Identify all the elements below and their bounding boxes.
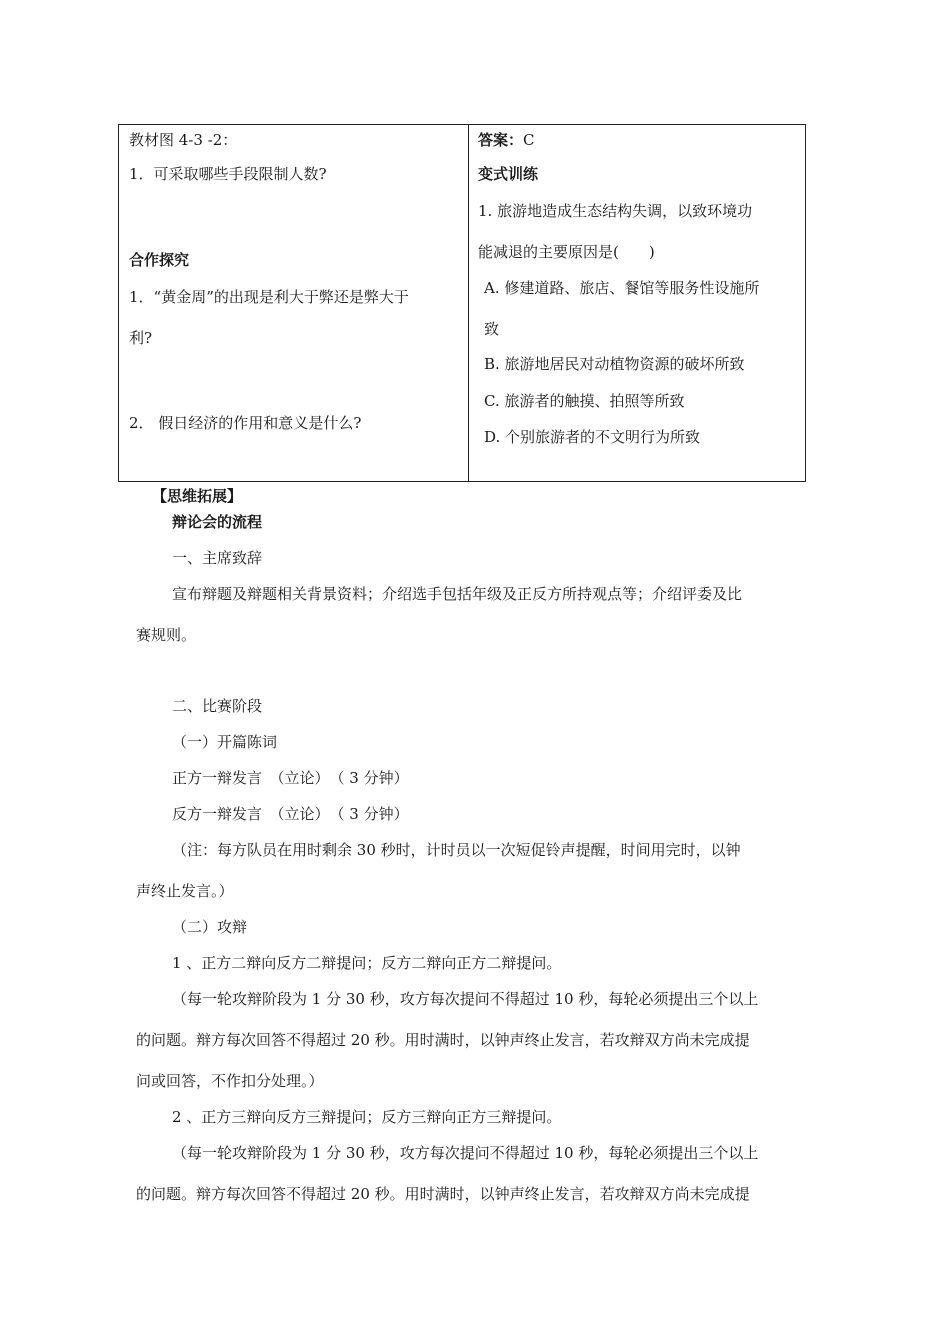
- coop-question-2: 2． 假日经济的作用和意义是什么?: [129, 414, 362, 432]
- variant-training-heading: 变式训练: [478, 165, 539, 183]
- section-1-body-line1: 宣布辩题及辩题相关背景资料；介绍选手包括年级及正反方所持观点等；介绍评委及比: [172, 585, 743, 603]
- coop-question-1-line1: 1．“黄金周”的出现是利大于弊还是弊大于: [129, 288, 409, 306]
- section-1-body-line2: 赛规则。: [136, 626, 197, 644]
- round-1-note-line2: 的问题。辩方每次回答不得超过 20 秒。用时满时，以钟声终止发言，若攻辩双方尚未完成提: [136, 1031, 750, 1049]
- round-1: 1 、正方二辩向反方二辩提问；反方二辩向正方二辩提问。: [172, 954, 562, 972]
- extension-heading: 【思维拓展】: [152, 487, 243, 505]
- option-a-line2: 致: [484, 320, 500, 338]
- round-1-note-line1: （每一轮攻辩阶段为 1 分 30 秒，攻方每次提问不得超过 10 秒，每轮必须提出三个以上: [172, 990, 759, 1008]
- timing-note-line2: 声终止发言。）: [136, 882, 234, 900]
- question-limit-people: 1．可采取哪些手段限制人数?: [129, 165, 327, 183]
- answer-line: [478, 130, 535, 150]
- exercise-table: [118, 124, 806, 482]
- round-2-note-line1: （每一轮攻辩阶段为 1 分 30 秒，攻方每次提问不得超过 10 秒，每轮必须提出三个以上: [172, 1144, 759, 1162]
- round-1-note-line3: 问或回答，不作扣分处理。）: [136, 1072, 324, 1090]
- answer-value: C: [523, 131, 535, 149]
- variant-question-line2: 能减退的主要原因是( ): [478, 243, 655, 261]
- option-c: C. 旅游者的触摸、拍照等所致: [484, 392, 685, 410]
- debate-title: 辩论会的流程: [172, 513, 263, 531]
- option-a-line1: A. 修建道路、旅店、餐馆等服务性设施所: [484, 279, 760, 297]
- section-2-heading: 二、比赛阶段: [172, 697, 263, 715]
- section-1-heading: 一、主席致辞: [172, 549, 263, 567]
- timing-note-line1: （注：每方队员在用时剩余 30 秒时，计时员以一次短促铃声提醒，时间用完时，以钟: [172, 841, 741, 859]
- round-2-note-line2: 的问题。辩方每次回答不得超过 20 秒。用时满时，以钟声终止发言，若攻辩双方尚未完成提: [136, 1185, 750, 1203]
- figure-reference: 教材图 4-3 -2：: [129, 131, 238, 149]
- con-first-speaker: 反方一辩发言 （立论） （ 3 分钟）: [172, 805, 409, 823]
- cross-examination-heading: （二）攻辩: [172, 918, 248, 936]
- pro-first-speaker: 正方一辩发言 （立论） （ 3 分钟）: [172, 769, 409, 787]
- opening-statement-heading: （一）开篇陈词: [172, 733, 278, 751]
- coop-explore-heading: 合作探究: [129, 251, 190, 269]
- answer-label: 答案：: [478, 131, 524, 149]
- option-d: D. 个别旅游者的不文明行为所致: [484, 428, 701, 446]
- round-2: 2 、正方三辩向反方三辩提问；反方三辩向正方三辩提问。: [172, 1108, 562, 1126]
- variant-question-line1: 1. 旅游地造成生态结构失调，以致环境功: [478, 202, 753, 220]
- option-b: B. 旅游地居民对动植物资源的破坏所致: [484, 355, 745, 373]
- table-divider: [468, 125, 469, 481]
- coop-question-1-line2: 利?: [129, 329, 153, 347]
